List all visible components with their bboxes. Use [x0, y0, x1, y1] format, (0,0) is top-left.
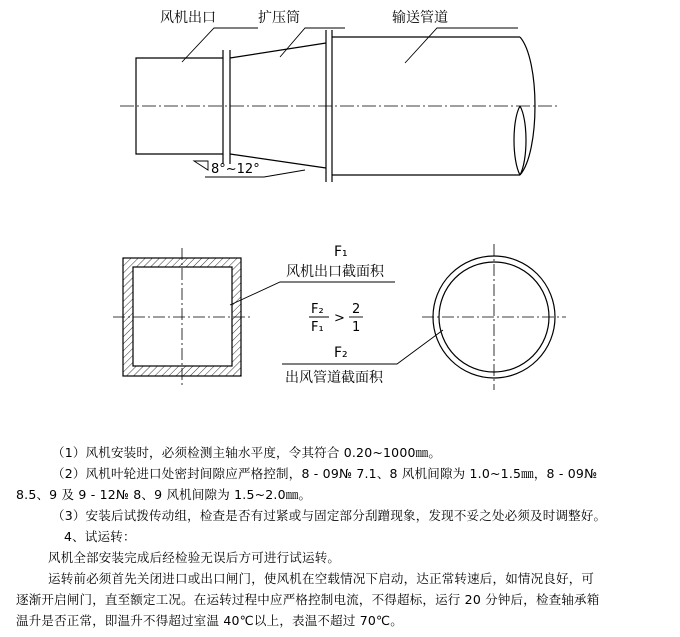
svg-text:2: 2	[352, 302, 361, 317]
f2-label: 出风管道截面积	[285, 370, 383, 386]
f2-symbol: F₂	[334, 345, 348, 361]
svg-text:>: >	[334, 311, 345, 326]
fan-outlet-leader	[182, 28, 258, 62]
svg-text:1: 1	[352, 320, 361, 335]
fan-outlet-label: 风机出口	[160, 10, 216, 26]
f1-label: 风机出口截面积	[286, 264, 384, 280]
pipe-leader	[405, 28, 518, 63]
f1-symbol: F₁	[334, 244, 348, 260]
paragraph-startup-end: 温升是否正常，即温升不得超过室温 40℃以上，表温不超过 70℃。	[16, 613, 403, 628]
pipe-break-inner	[514, 106, 526, 175]
svg-text:F₁: F₁	[311, 320, 324, 335]
paragraph-seal-gap-cont: 8.5、9 及 9 - 12№ 8、9 风机间隙为 1.5~2.0㎜。	[16, 487, 312, 502]
paragraph-seal-gap: （2）风机叶轮进口处密封间隙应严格控制，8 - 09№ 7.1、8 风机间隙为 1.0~1.5㎜，8 - 09№	[52, 466, 598, 481]
area-ratio-formula	[309, 302, 363, 335]
paragraph-startup-cont: 逐渐开启闸门，直至额定工况。在运转过程中应严格控制电流，不得超标，运行 20 分钟后，检查轴承箱	[16, 592, 600, 607]
taper-angle-icon	[194, 161, 208, 170]
diffuser-top-edge	[230, 43, 326, 58]
pipe-label: 输送管道	[392, 10, 448, 26]
section-heading-trial-run: 4、试运转：	[64, 529, 136, 544]
diffuser-leader	[280, 28, 345, 57]
angle-label: 8°~12°	[211, 162, 260, 177]
paragraph-startup: 运转前必须首先关闭进口或出口闸门，使风机在空载情况下启动，达正常转速后，如情况良好，可	[48, 571, 595, 586]
paragraph-shaft-level: （1）风机安装时，必须检测主轴水平度，令其符合 0.20~1000㎜。	[52, 445, 442, 460]
paragraph-trial-run-intro: 风机全部安装完成后经检验无误后方可进行试运转。	[48, 550, 341, 565]
diffuser-label: 扩压筒	[258, 10, 300, 26]
paragraph-drive-check: （3）安装后试拨传动组，检查是否有过紧或与固定部分刮蹭现象，发现不妥之处必须及时调整好。	[52, 508, 607, 523]
svg-text:F₂: F₂	[311, 302, 324, 317]
f2-leader	[282, 330, 443, 364]
